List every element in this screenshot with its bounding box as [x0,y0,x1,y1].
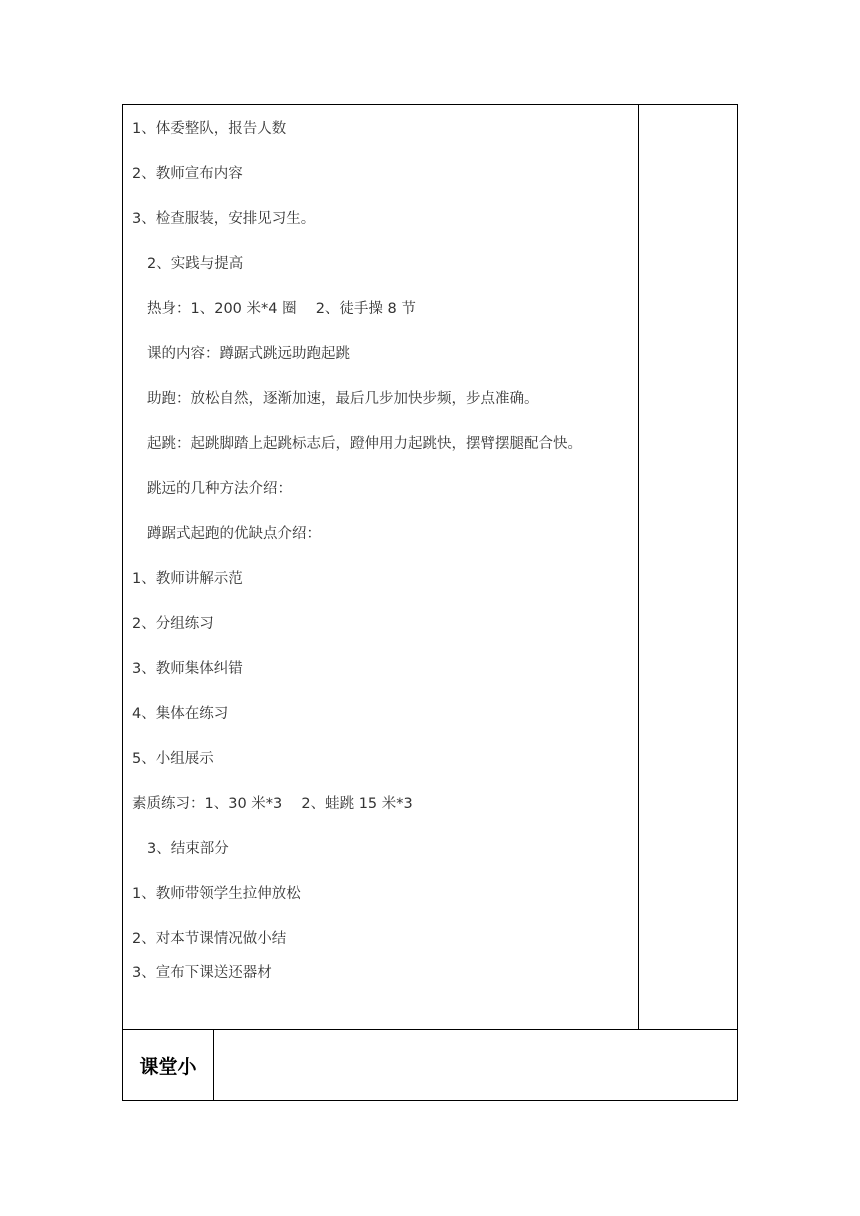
section-heading: 3、结束部分 [147,841,229,857]
summary-content-cell [214,1030,737,1100]
content-line: 热身：1、200 米*4 圈 2、徒手操 8 节 [147,301,416,317]
summary-label-cell [123,1030,214,1100]
content-line: 助跑：放松自然，逐渐加速，最后几步加快步频，步点准确。 [147,391,539,407]
content-line: 2、教师宣布内容 [132,166,243,182]
content-line: 3、检查服装，安排见习生。 [132,211,316,227]
content-line: 课的内容：蹲踞式跳远助跑起跳 [147,346,350,362]
content-line: 素质练习：1、30 米*3 2、蛙跳 15 米*3 [132,796,413,812]
content-line: 4、集体在练习 [132,706,229,722]
content-line: 起跳：起跳脚踏上起跳标志后，蹬伸用力起跳快，摆臂摆腿配合快。 [147,436,582,452]
content-line: 3、教师集体纠错 [132,661,243,677]
content-line: 跳远的几种方法介绍： [147,481,292,497]
notes-cell [639,105,737,1030]
content-line: 2、对本节课情况做小结 [132,931,287,947]
lesson-content-cell [123,105,639,1030]
content-line: 蹲踞式起跑的优缺点介绍： [147,526,321,542]
content-line: 2、分组练习 [132,616,214,632]
lesson-plan-table [122,104,738,1101]
summary-label: 课堂小 [139,1055,197,1078]
content-line: 5、小组展示 [132,751,214,767]
content-line: 3、宣布下课送还器材 [132,965,272,981]
content-line: 1、体委整队，报告人数 [132,121,287,137]
content-line: 1、教师讲解示范 [132,571,243,587]
section-heading: 2、实践与提高 [147,256,244,272]
content-line: 1、教师带领学生拉伸放松 [132,886,301,902]
